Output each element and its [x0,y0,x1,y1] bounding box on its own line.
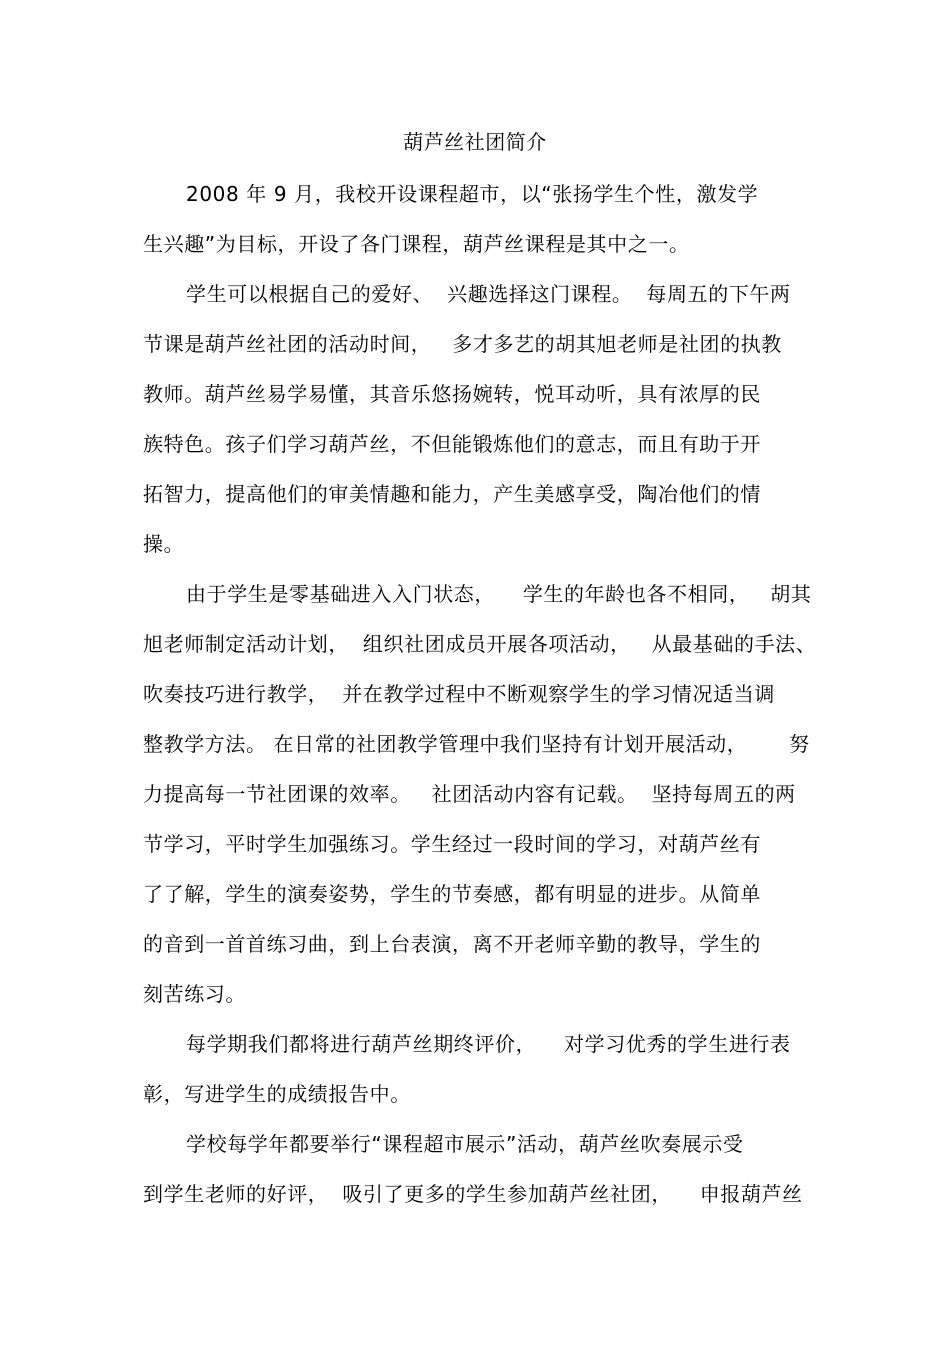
paragraph-line: 力提高每一节社团课的效率。 社团活动内容有记载。 坚持每周五的两 [143,782,796,806]
paragraph-line: 整教学方法。 在日常的社团教学管理中我们坚持有计划开展活动， 努 [143,732,810,756]
paragraph-line: 生兴趣”为目标，开设了各门课程，葫芦丝课程是其中之一。 [143,232,690,256]
paragraph-line: 教师。葫芦丝易学易懂，其音乐悠扬婉转，悦耳动听，具有浓厚的民 [143,382,761,406]
paragraph-line: 到学生老师的好评， 吸引了更多的学生参加葫芦丝社团， 申报葫芦丝 [143,1182,803,1206]
paragraph-line: 的音到一首首练习曲，到上台表演，离不开老师辛勤的教导，学生的 [143,932,761,956]
paragraph-line: 学校每学年都要举行“课程超市展示”活动，葫芦丝吹奏展示受 [186,1132,744,1156]
paragraph-line: 族特色。孩子们学习葫芦丝，不但能锻炼他们的意志，而且有助于开 [143,432,761,456]
paragraph-line: 吹奏技巧进行教学， 并在教学过程中不断观察学生的学习情况适当调 [143,682,775,706]
paragraph-line: 由于学生是零基础进入入门状态， 学生的年龄也各不相同， 胡其 [186,582,812,606]
paragraph-line: 彰，写进学生的成绩报告中。 [143,1082,411,1106]
paragraph-line: 2008 年 9 月，我校开设课程超市，以“张扬学生个性，激发学 [186,182,759,206]
paragraph-line: 操。 [143,532,185,556]
paragraph-line: 了了解，学生的演奏姿势，学生的节奏感，都有明显的进步。从简单 [143,882,761,906]
paragraph-line: 节学习，平时学生加强练习。学生经过一段时间的学习，对葫芦丝有 [143,832,761,856]
paragraph-line: 旭老师制定活动计划， 组织社团成员开展各项活动， 从最基础的手法、 [143,632,817,656]
paragraph-line: 学生可以根据自己的爱好、 兴趣选择这门课程。 每周五的下午两 [186,282,791,306]
paragraph-line: 拓智力，提高他们的审美情趣和能力，产生美感享受，陶冶他们的情 [143,482,761,506]
page-title: 葫芦丝社团简介 [403,130,547,154]
paragraph-line: 刻苦练习。 [143,982,246,1006]
paragraph-line: 每学期我们都将进行葫芦丝期终评价， 对学习优秀的学生进行表 [186,1032,791,1056]
paragraph-line: 节课是葫芦丝社团的活动时间， 多才多艺的胡其旭老师是社团的执教 [143,332,782,356]
